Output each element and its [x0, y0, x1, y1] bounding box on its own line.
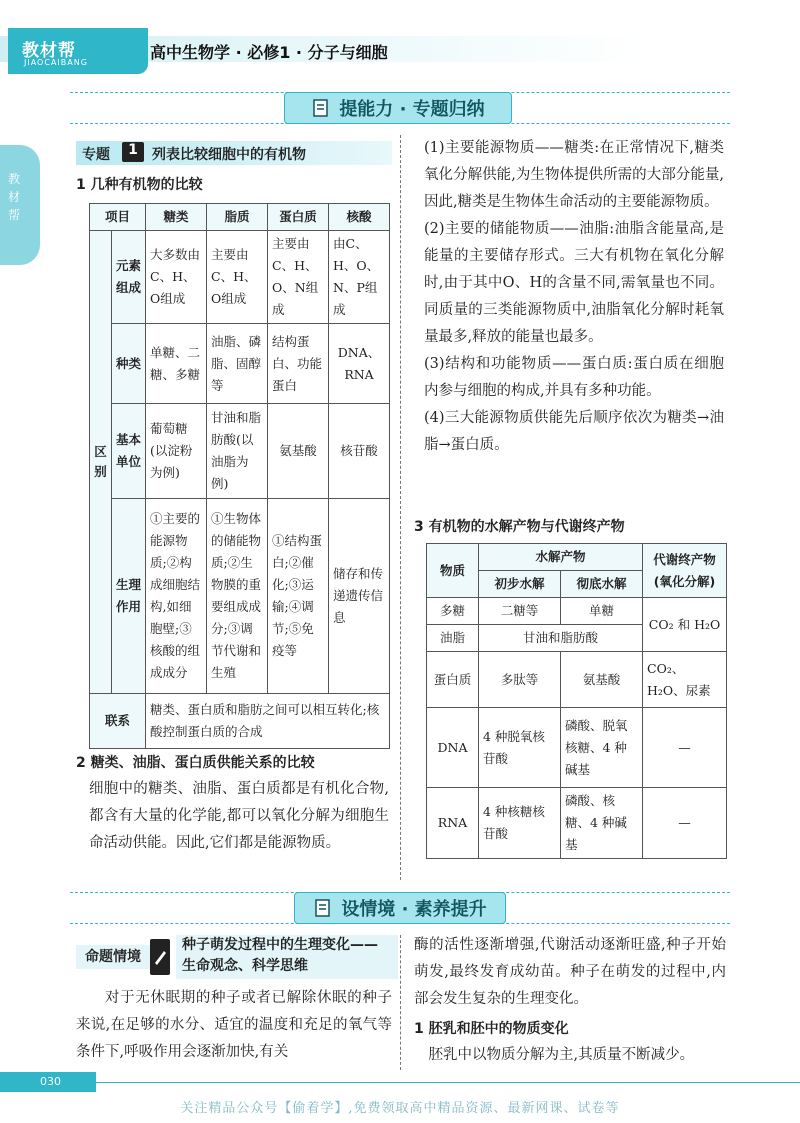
section-banner: [284, 92, 512, 124]
table-header-text: 代谢终产物: [653, 551, 716, 567]
table-cell: CO₂ 和 H₂O: [643, 598, 727, 652]
side-tab-text: 教材帮: [8, 172, 21, 222]
table-row: [427, 788, 727, 859]
column-divider: [400, 135, 401, 880]
table-cell: 单糖: [561, 598, 643, 625]
row-label: 联系: [90, 694, 146, 749]
table-header-row: [90, 204, 390, 231]
table-row: [427, 598, 727, 625]
table-cell: 甘油和脂肪酸: [479, 625, 643, 652]
subheading-2: 2 糖类、油脂、蛋白质供能关系的比较: [76, 755, 315, 771]
table-cell: 氨基酸: [561, 652, 643, 708]
table-cell: 甘油和脂肪酸(以油脂为例): [207, 404, 268, 499]
logo: [8, 28, 148, 74]
table-cell: 糖类、蛋白质和脂肪之间可以相互转化;核酸控制蛋白质的合成: [146, 694, 390, 749]
right-column-text: [424, 135, 724, 459]
table-cell: ①结构蛋白;②催化;③运输;④调节;⑤免疫等: [268, 499, 329, 694]
subheading-1: 1 几种有机物的比较: [76, 177, 203, 193]
side-tab: [0, 145, 40, 265]
footer-line: [96, 1082, 800, 1083]
row-label: 种类: [112, 324, 146, 404]
table-cell: 主要由C、H、O、N组成: [268, 231, 329, 324]
book-title: 高中生物学 · 必修1 · 分子与细胞: [150, 43, 388, 62]
topic-heading: [76, 141, 392, 165]
table-cell: 主要由C、H、O组成: [207, 231, 268, 324]
table-row: [90, 694, 390, 749]
table-cell: 多糖: [427, 598, 479, 625]
topic-title: 列表比较细胞中的有机物: [152, 147, 306, 163]
table-row: [427, 652, 727, 708]
table-cell: 油脂、磷脂、固醇等: [207, 324, 268, 404]
table-cell: CO₂、H₂O、尿素: [643, 652, 727, 708]
table-header: 初步水解: [479, 571, 561, 598]
table-cell: 二糖等: [479, 598, 561, 625]
logo-text: 教材帮: [22, 41, 76, 61]
logo-subtext: JIAOCAIBANG: [24, 58, 88, 67]
pen-icon: [150, 939, 170, 975]
context-label: 命题情境: [76, 945, 150, 969]
table-cell: 4 种脱氧核苷酸: [479, 708, 561, 788]
table-cell: 氨基酸: [268, 404, 329, 499]
table-cell: —: [643, 788, 727, 859]
comparison-table: [89, 203, 390, 749]
table-cell: 油脂: [427, 625, 479, 652]
row-label: 生理作用: [112, 499, 146, 694]
paragraph: (1)主要能源物质——糖类:在正常情况下,糖类氧化分解供能,为生物体提供所需的大部分能量,因此,糖类是生物体生命活动的主要能源物质。: [424, 140, 724, 210]
notebook-icon: [313, 898, 333, 918]
row-label: 元素组成: [112, 231, 146, 324]
table-cell: 葡萄糖(以淀粉为例): [146, 404, 207, 499]
table-cell: 储存和传递遗传信息: [329, 499, 390, 694]
table-cell: ①生物体的储能物质;②生物膜的重要组成成分;③调节代谢和生殖: [207, 499, 268, 694]
paragraph: 胚乳中以物质分解为主,其质量不断减少。: [428, 1047, 695, 1063]
table-header: 蛋白质: [268, 204, 329, 231]
table-row: [90, 499, 390, 694]
table-cell: 4 种核糖核苷酸: [479, 788, 561, 859]
table-cell: 大多数由C、H、O组成: [146, 231, 207, 324]
hydrolysis-table: [426, 543, 727, 859]
table-header: 脂质: [207, 204, 268, 231]
paragraph: (4)三大能源物质供能先后顺序依次为糖类→油脂→蛋白质。: [424, 410, 724, 453]
table-header: 彻底水解: [561, 571, 643, 598]
table-header-row: [427, 544, 727, 571]
paragraph: (3)结构和功能物质——蛋白质:蛋白质在细胞内参与细胞的构成,并具有多种功能。: [424, 356, 724, 399]
column-divider: [400, 935, 401, 1070]
table-cell: 蛋白质: [427, 652, 479, 708]
table-row: [427, 708, 727, 788]
table-cell: —: [643, 708, 727, 788]
group-label: 区别: [90, 231, 112, 694]
subheading-4: 1 胚乳和胚中的物质变化: [414, 1021, 569, 1037]
context-heading: [76, 935, 392, 979]
table-cell: 结构蛋白、功能蛋白: [268, 324, 329, 404]
topic-number: 1: [122, 142, 144, 162]
table-cell: 磷酸、核糖、4 种碱基: [561, 788, 643, 859]
table-cell: ①主要的能源物质;②构成细胞结构,如细胞壁;③核酸的组成成分: [146, 499, 207, 694]
subheading-3: 3 有机物的水解产物与代谢终产物: [414, 519, 625, 535]
context-title-line: 种子萌发过程中的生理变化——: [182, 937, 378, 953]
table-row: [90, 231, 390, 324]
table-header: 物质: [427, 544, 479, 598]
table-cell: 多肽等: [479, 652, 561, 708]
context-title-line: 生命观念、科学思维: [182, 958, 308, 974]
page-number-bar: [0, 1072, 96, 1092]
table-cell: RNA: [427, 788, 479, 859]
paragraph: 对于无休眠期的种子或者已解除休眠的种子来说,在足够的水分、适宜的温度和充足的氧气等条件下,呼吸作用会逐渐加快,有关: [76, 990, 392, 1060]
section-banner-text: 设情境 · 素养提升: [341, 899, 487, 920]
row-label: 基本单位: [112, 404, 146, 499]
paragraph: 细胞中的糖类、油脂、蛋白质都是有机化合物,都含有大量的化学能,都可以氧化分解为细胞生命活动供能。因此,它们都是能源物质。: [89, 781, 389, 851]
table-row: [90, 324, 390, 404]
table-cell: 核苷酸: [329, 404, 390, 499]
table-cell: DNA: [427, 708, 479, 788]
table-cell: DNA、RNA: [329, 324, 390, 404]
notebook-icon: [311, 98, 331, 118]
table-cell: 单糖、二糖、多糖: [146, 324, 207, 404]
table-cell: 磷酸、脱氧核糖、4 种碱基: [561, 708, 643, 788]
table-header: 糖类: [146, 204, 207, 231]
section-banner-text: 提能力 · 专题归纳: [339, 99, 485, 120]
table-header: [643, 544, 727, 598]
page-number: 030: [40, 1075, 61, 1088]
table-header: 项目: [90, 204, 146, 231]
table-header: 水解产物: [479, 544, 643, 571]
table-row: [90, 404, 390, 499]
table-header-subtext: (氧化分解): [653, 573, 716, 589]
context-title: [176, 935, 398, 979]
paragraph: (2)主要的储能物质——油脂:油脂含能量高,是能量的主要储存形式。三大有机物在氧化分解时,由于其中O、H的含量不同,需氧量也不同。同质量的三类能源物质中,油脂氧化分解时耗氧量最多,释放的能量也最多。: [424, 221, 724, 345]
table-header: 核酸: [329, 204, 390, 231]
paragraph: 酶的活性逐渐增强,代谢活动逐渐旺盛,种子开始萌发,最终发育成幼苗。种子在萌发的过程中,内部会发生复杂的生理变化。: [414, 937, 726, 1007]
table-cell: 由C、H、O、N、P组成: [329, 231, 390, 324]
section-banner: [294, 892, 506, 924]
topic-tag: 专题: [82, 147, 110, 163]
watermark-text: 关注精品公众号【偷着学】,免费领取高中精品资源、最新网课、试卷等: [180, 1101, 620, 1116]
